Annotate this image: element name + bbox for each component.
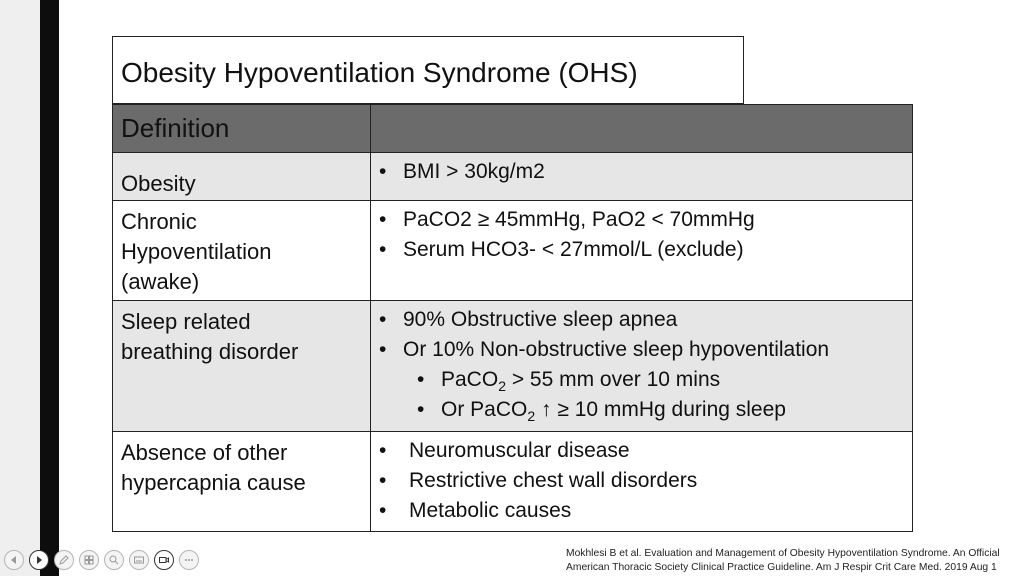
row-category-absence: Absence of other hypercapnia cause [113, 432, 371, 532]
up-arrow-icon: ↑ [535, 398, 552, 421]
list-item: • BMI > 30kg/m2 [371, 157, 912, 187]
sub-list-item: • PaCO$_2$ > 55 mm over 10 mins [371, 365, 912, 395]
list-item: • Neuromuscular disease [371, 436, 912, 466]
list-item: • PaCO2 ≥ 45mmHg, PaO2 < 70mmHg [371, 205, 912, 235]
slide-left-border [40, 0, 59, 576]
header-empty [371, 105, 913, 153]
row-criteria-absence [371, 432, 913, 532]
row-category-chronic: Chronic Hypoventilation (awake) [113, 201, 371, 301]
row-criteria-chronic [371, 201, 913, 301]
table-row [113, 432, 913, 532]
title-box [112, 36, 744, 104]
list-item: • Or 10% Non-obstructive sleep hypoventilation [371, 335, 912, 365]
row-criteria-obesity [371, 153, 913, 201]
list-item: • Restrictive chest wall disorders [371, 466, 912, 496]
pen-icon[interactable] [54, 550, 74, 570]
previous-slide-icon[interactable] [4, 550, 24, 570]
zoom-icon[interactable] [104, 550, 124, 570]
citation: Mokhlesi B et al. Evaluation and Management of Obesity Hypoventilation Syndrome. An Official American Thoracic Society Clinical Practice Guideline. Am J Respir Crit Care Med. 2019 Aug 1 [566, 548, 1000, 573]
sub-list-item: • Or PaCO$_2$ ↑ ≥ 10 mmHg during sleep [371, 395, 912, 425]
slides-grid-icon[interactable] [79, 550, 99, 570]
table-header-row [113, 105, 913, 153]
left-margin [0, 0, 40, 576]
table-row [113, 153, 913, 201]
list-item: • Serum HCO3- < 27mmol/L (exclude) [371, 235, 912, 265]
definition-table [112, 104, 913, 532]
more-options-icon[interactable] [179, 550, 199, 570]
list-item: • 90% Obstructive sleep apnea [371, 305, 912, 335]
list-item: • Metabolic causes [371, 496, 912, 526]
slideshow-toolbar [4, 550, 199, 572]
camera-icon[interactable] [154, 550, 174, 570]
slide-title: Obesity Hypoventilation Syndrome (OHS) [121, 57, 638, 88]
table-row [113, 301, 913, 432]
subtitles-icon[interactable] [129, 550, 149, 570]
next-slide-icon[interactable] [29, 550, 49, 570]
row-category-sleep: Sleep related breathing disorder [113, 301, 371, 432]
row-category-obesity: Obesity [113, 153, 371, 201]
header-definition: Definition [113, 105, 371, 153]
table-row [113, 201, 913, 301]
row-criteria-sleep [371, 301, 913, 432]
